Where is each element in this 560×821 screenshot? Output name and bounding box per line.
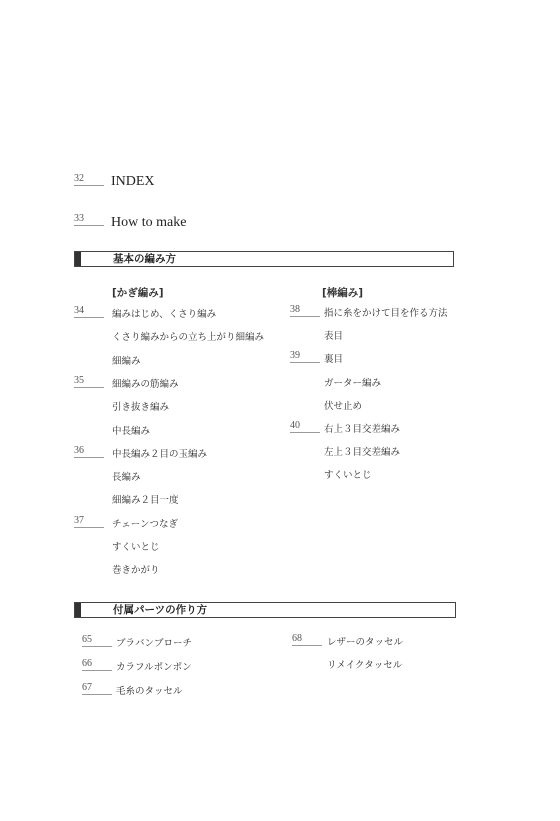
- section-title-basics: 基本の編み方: [113, 253, 176, 265]
- page-number-index: 32: [74, 173, 104, 186]
- toc-entry[interactable]: 右上３目交差編み: [324, 424, 401, 435]
- toc-page-number: 40: [290, 420, 320, 433]
- toc-entry[interactable]: すくいとじ: [324, 470, 372, 482]
- toc-entry[interactable]: 中長編み２目の玉編み: [112, 448, 208, 460]
- toc-entry[interactable]: 中長編み: [112, 425, 151, 437]
- section-title-parts: 付属パーツの作り方: [113, 604, 208, 616]
- page-number-howto: 33: [74, 213, 104, 226]
- toc-entry[interactable]: レザーのタッセル: [327, 637, 404, 648]
- section-header-basics: [74, 251, 454, 267]
- toc-page-number: 39: [290, 350, 320, 363]
- toc-entry[interactable]: 長編み: [112, 472, 141, 484]
- toc-entry[interactable]: 細編み: [112, 355, 141, 367]
- toc-entry[interactable]: リメイクタッセル: [327, 660, 403, 671]
- toc-page-number: 38: [290, 304, 320, 317]
- toc-page-number: 34: [74, 305, 104, 318]
- toc-page-number: 67: [82, 682, 112, 695]
- toc-entry[interactable]: 毛糸のタッセル: [116, 686, 183, 697]
- toc-page-number: 68: [292, 633, 322, 646]
- toc-page-number: 66: [82, 658, 112, 671]
- toc-entry[interactable]: 細編みの筋編み: [112, 378, 179, 390]
- index-title[interactable]: INDEX: [111, 174, 155, 189]
- toc-entry[interactable]: カラフルポンポン: [116, 662, 192, 673]
- toc-entry[interactable]: 左上３目交差編み: [324, 447, 401, 459]
- toc-entry[interactable]: 指に糸をかけて目を作る方法: [324, 308, 448, 319]
- toc-entry[interactable]: 表目: [324, 331, 344, 343]
- toc-entry[interactable]: 細編み２目一度: [112, 495, 179, 507]
- section-marker: [75, 252, 81, 266]
- toc-page-number: 35: [74, 375, 104, 388]
- toc-entry[interactable]: チェーンつなぎ: [112, 518, 179, 530]
- toc-entry[interactable]: ブラバンブローチ: [116, 638, 193, 649]
- crochet-subheading: [かぎ編み]: [112, 287, 164, 299]
- toc-page-number: 65: [82, 634, 112, 647]
- how-to-make-title[interactable]: How to make: [111, 215, 187, 230]
- section-marker: [75, 603, 81, 617]
- toc-entry[interactable]: 巻きかがり: [112, 565, 160, 577]
- toc-entry[interactable]: 裏目: [324, 354, 344, 366]
- toc-page-number: 37: [74, 515, 104, 528]
- toc-entry[interactable]: 引き抜き編み: [112, 402, 170, 414]
- toc-entry[interactable]: すくいとじ: [112, 542, 160, 553]
- toc-entry[interactable]: 編みはじめ、くさり編み: [112, 309, 217, 320]
- toc-page-number: 36: [74, 445, 104, 458]
- knit-subheading: [棒編み]: [322, 287, 364, 299]
- section-header-parts: [74, 602, 456, 618]
- toc-entry[interactable]: 伏せ止め: [324, 400, 363, 412]
- toc-entry[interactable]: ガーター編み: [324, 377, 382, 389]
- toc-entry[interactable]: くさり編みからの立ち上がり細編み: [112, 332, 265, 344]
